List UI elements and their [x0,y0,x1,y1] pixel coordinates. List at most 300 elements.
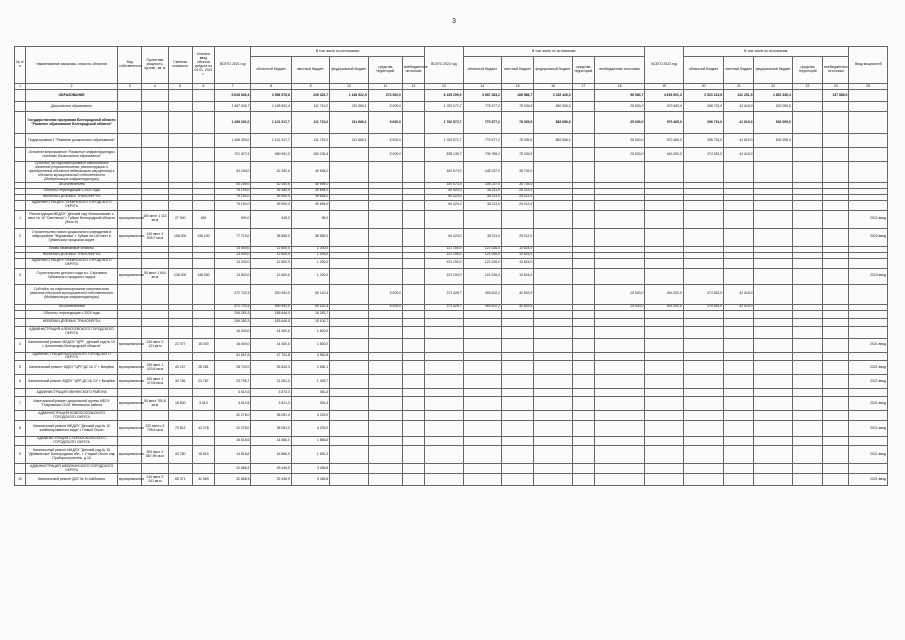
row-value [463,421,501,437]
row-value: 29 446,9 [251,474,291,486]
row-value: 4 653 901,3 [645,90,683,102]
row-attribute: 156 000 [168,228,192,246]
row-value: 1 200,0 [291,268,329,284]
row-number [15,162,26,183]
row-value: 211 666,1 [330,102,368,112]
row-value [534,258,572,268]
row-value: 121 150,0 [425,252,463,258]
row-value [594,326,645,338]
row-value [572,411,594,421]
row-title: АДМИНИСТРАЦИЯ СТАРООСКОЛЬСКОГО ГОРОДСКОГО ОКРУГА [26,437,118,446]
table-row [15,474,888,486]
row-value: 396 731,0 [683,102,723,112]
row-value: 121 026,0 [463,258,501,268]
row-value: 121 026,0 [463,268,501,284]
row-value [792,268,822,284]
row-value [534,210,572,228]
row-attribute [118,134,142,148]
row-value [724,389,754,397]
row-value [402,228,424,246]
row-title: АДМИНИСТРАЦИЯ ИВНЯНСКОГО РАЙОНА [26,389,118,397]
row-value: 14 400,0 [251,338,291,352]
row-value [572,148,594,162]
row-value: 121 150,0 [425,258,463,268]
row-value: 779 577,2 [463,102,501,112]
row-value: 96 583,7 [594,90,645,102]
row-value [402,361,424,375]
row-value [425,446,463,464]
row-attribute: 136 100 [192,228,214,246]
row-commissioning: 2021 ввод [849,421,888,437]
row-attribute [168,411,192,421]
row-value [402,310,424,318]
row-attribute: 40 157 [168,361,192,375]
row-value [501,361,533,375]
row-value [823,318,849,326]
row-value [645,338,683,352]
row-value: 371 428,7 [425,284,463,304]
row-value [645,411,683,421]
row-value [534,446,572,464]
row-title: Капитальный ремонт МАДОУ "Детский сад № 15 "Дюймовочка" Белгородская обл., г. Старый Оскол, мкр Приборостроитель, д.15 [26,446,118,464]
row-value [792,397,822,411]
row-commissioning [849,90,888,102]
row-value: 249 424,7 [291,90,329,102]
table-row [15,437,888,446]
row-value [572,318,594,326]
row-value [792,102,822,112]
row-title: За исключением [26,304,118,310]
row-value [823,437,849,446]
table-row [15,310,888,318]
row-value: 52 160,6 [251,182,291,188]
row-value [792,421,822,437]
row-value: 41 619,0 [724,112,754,134]
row-value [823,268,849,284]
row-value: 181 573,0 [425,182,463,188]
row-commissioning [849,464,888,474]
page-number: 3 [452,18,456,25]
row-value: 25 212,0 [501,194,533,200]
row-value [683,268,723,284]
row-attribute [168,200,192,210]
row-attribute [192,200,214,210]
row-number [15,284,26,304]
row-value [792,318,822,326]
row-attribute [142,326,168,338]
row-value: 181 573,0 [425,162,463,183]
row-attribute [168,326,192,338]
row-value [572,228,594,246]
row-value: 532 095,0 [754,134,792,148]
row-value [754,310,792,318]
row-value [683,326,723,338]
row-value [792,284,822,304]
column-number: 23 [792,84,822,90]
table-row [15,102,888,112]
table-row [15,90,888,102]
row-value: 2 182 426,3 [534,90,572,102]
row-number: 1 [15,210,26,228]
row-value [645,446,683,464]
column-number: 25 [849,84,888,90]
column-number: 7 [215,84,251,90]
header-total-2023: ВСЕГО 2023 год [645,47,683,84]
row-title: АДМИНИСТРАЦИЯ НОВООСКОЛЬСКОГО ГОРОДСКОГО ОКРУГА [26,411,118,421]
row-value [724,326,754,338]
row-value [368,464,402,474]
row-value [792,210,822,228]
row-value [402,134,424,148]
row-title: АДМИНИСТРАЦИЯ ШЕБЕКИНСКОГО ГОРОДСКОГО ОКРУГА [26,464,118,474]
row-commissioning: 2022 ввод [849,228,888,246]
row-value [402,352,424,361]
row-value [594,268,645,284]
row-attribute [168,258,192,268]
row-value [534,375,572,389]
row-value [754,437,792,446]
row-value [683,258,723,268]
row-attribute: 450 [192,210,214,228]
row-attribute [192,352,214,361]
row-title: Реконструкция МБДОУ "Детский сад «Колокольчик» с мест № 10 "Светлячок" г. Губкин Белгородской области (блок А) [26,210,118,228]
row-value: 374 581,0 [683,148,723,162]
row-value: 10 524,0 [501,252,533,258]
row-value [501,389,533,397]
row-value: 5 000,0 [368,134,402,148]
row-attribute: 140 мест 2 945,7 кв.м [142,228,168,246]
row-value: 32 668,3 [215,464,251,474]
row-value [724,464,754,474]
table-row [15,258,888,268]
row-number [15,90,26,102]
header-fed-2023: федеральный бюджет [754,57,792,84]
row-value [368,397,402,411]
row-attribute: 220 место 3 795,8 кв.м [142,421,168,437]
row-value: 41 619,0 [724,102,754,112]
row-attribute [192,284,214,304]
table-row [15,411,888,421]
row-value [823,284,849,304]
row-value: 25 000,0 [594,102,645,112]
row-value: 970 465,0 [645,112,683,134]
row-attribute [118,258,142,268]
row-value [754,389,792,397]
row-value [594,338,645,352]
column-number: 10 [330,84,368,90]
row-value [594,464,645,474]
row-value [501,464,533,474]
row-title: Капитальный ремонт дошкольной группы МБОУ "Покровская СОШ" Ивнянского района [26,397,118,411]
row-value [330,228,368,246]
row-attribute [142,102,168,112]
row-value: 111 719,2 [291,102,329,112]
row-value [754,210,792,228]
header-number: № п/п [15,47,26,84]
row-value: 79 194,0 [215,200,251,210]
row-value [823,310,849,318]
header-mest-2022: местный бюджет [501,57,533,84]
row-attribute [168,318,192,326]
column-number: 16 [534,84,572,90]
row-value: 38 736,0 [501,182,533,188]
row-value [402,112,424,134]
row-value: 12 600,0 [251,268,291,284]
row-value [572,258,594,268]
row-value [823,200,849,210]
row-value [330,200,368,210]
row-value: 16 518,6 [215,437,251,446]
row-title: ОБРАЗОВАНИЕ [26,90,118,102]
header-mest-2021: местный бюджет [291,57,329,84]
row-attribute [192,318,214,326]
row-value: 3 687 263,2 [463,90,501,102]
row-value [594,318,645,326]
row-value [754,474,792,486]
row-value [823,338,849,352]
row-value: 35 211,0 [463,194,501,200]
row-value: 371 428,7 [425,304,463,310]
row-attribute: муниципальная [118,361,142,375]
row-commissioning [849,200,888,210]
row-value [823,411,849,421]
row-value: 1 148 522,9 [330,90,368,102]
row-value [534,268,572,284]
row-value: 701 927,9 [215,148,251,162]
column-number: 12 [402,84,424,90]
row-value [754,338,792,352]
row-value [368,338,402,352]
row-value [645,258,683,268]
row-attribute [168,284,192,304]
row-value [645,228,683,246]
table-row [15,446,888,464]
column-number: 18 [594,84,645,90]
row-commissioning [849,310,888,318]
row-attribute: 16 519 [192,446,214,464]
row-attribute: 27 000 [168,210,192,228]
row-value [402,375,424,389]
row-attribute [142,310,168,318]
row-value: 1 487 036,7 [215,102,251,112]
row-attribute: муниципальная [118,210,142,228]
row-attribute: 160 мест 1 113 кв.м [142,210,168,228]
row-attribute [192,102,214,112]
row-value [425,318,463,326]
row-title: АДМИНИСТРАЦИЯ ГУБКИНСКОГО ГОРОДСКОГО ОКРУГА [26,200,118,210]
row-value [534,338,572,352]
row-value [534,474,572,486]
row-value: 5 628 526,4 [215,90,251,102]
row-attribute [192,162,214,183]
row-value [724,338,754,352]
row-value [823,228,849,246]
row-attribute [192,148,214,162]
row-value: 25 643,0 [251,361,291,375]
row-attribute: 3 613 [192,397,214,411]
row-number: 4 [15,338,26,352]
row-value [823,389,849,397]
row-commissioning: 2021 ввод [849,361,888,375]
row-value [330,397,368,411]
row-attribute [142,352,168,361]
row-attribute [192,112,214,134]
row-value [724,437,754,446]
row-value [463,437,501,446]
row-value [645,464,683,474]
row-value [792,200,822,210]
row-commissioning: 2021 ввод [849,397,888,411]
row-value: 10 524,0 [501,258,533,268]
row-value: 361,3 [291,389,329,397]
row-number [15,389,26,397]
row-value [402,318,424,326]
row-value: 374 581,0 [683,284,723,304]
row-value [330,389,368,397]
row-value [683,162,723,183]
row-value [534,389,572,397]
row-value [645,361,683,375]
row-value: 1 200,0 [291,252,329,258]
column-number: 17 [572,84,594,90]
row-value [683,397,723,411]
row-value: 77 715,0 [215,228,251,246]
row-value [402,200,424,210]
row-value [463,310,501,318]
row-value [463,361,501,375]
row-attribute [118,200,142,210]
row-number: 9 [15,446,26,464]
row-value [823,134,849,148]
row-value [368,375,402,389]
row-value [724,310,754,318]
row-number [15,310,26,318]
row-value [402,148,424,162]
row-value: 121 026,0 [463,252,501,258]
row-value: 1 200,0 [291,246,329,252]
table-row [15,326,888,338]
row-value [594,310,645,318]
row-title: Капитальный ремонт МДОУ "ЦРР-ДС № 2" г. Валуйки [26,361,118,375]
row-commissioning [849,162,888,183]
row-value [330,338,368,352]
row-value: 1 405,7 [291,375,329,389]
table-row [15,268,888,284]
row-value: 148 237,0 [463,182,501,188]
row-value: 40 694,0 [291,162,329,183]
row-number [15,437,26,446]
row-title: НЕВЯЗКИ ЦЕЛЕВЫХ ТРАНСФЕРТЫ [26,194,118,200]
row-value [463,464,501,474]
row-number [15,148,26,162]
row-attribute: 150 мест 1 420,6 кв.м [142,361,168,375]
row-value [572,210,594,228]
row-value: 10 524,0 [501,268,533,284]
row-number: 5 [15,361,26,375]
row-value: 779 577,2 [463,112,501,134]
row-value [594,397,645,411]
table-row [15,421,888,437]
row-number [15,200,26,210]
row-number [15,258,26,268]
row-value [754,200,792,210]
row-value [425,474,463,486]
row-attribute [168,389,192,397]
row-value: 78 339,5 [501,148,533,162]
row-value [572,464,594,474]
row-value: 121 150,0 [425,246,463,252]
row-value [330,284,368,304]
row-value [534,421,572,437]
row-value [463,389,501,397]
row-value: 47 704,8 [251,352,291,361]
row-value: 365 622,2 [463,304,501,310]
row-value [534,437,572,446]
row-value: 1 851 336,4 [754,90,792,102]
row-value: 65 142,4 [291,304,329,310]
row-commissioning [849,134,888,148]
header-total-2022: ВСЕГО 2022 год [425,47,463,84]
row-value [754,397,792,411]
row-value [594,375,645,389]
row-value [683,210,723,228]
row-value [792,258,822,268]
row-value: 416 200,0 [645,148,683,162]
row-value [534,318,572,326]
row-value: 12 600,0 [251,252,291,258]
row-value: 882 656,0 [534,134,572,148]
row-value [501,338,533,352]
row-commissioning [849,352,888,361]
row-value [572,268,594,284]
row-value [594,411,645,421]
row-value [572,361,594,375]
row-value [330,258,368,268]
row-value: 14 000,0 [215,246,251,252]
row-value [724,210,754,228]
row-value [594,228,645,246]
row-title: Капитальный ремонт ДОУ № 5 г.Шебекино [26,474,118,486]
row-value [572,310,594,318]
row-value [425,421,463,437]
row-title: АДМИНИСТРАЦИЯ АЛЕКСЕЕВСКОГО ГОРОДСКОГО ОКРУГА [26,326,118,338]
row-attribute [142,134,168,148]
row-value: 25 212,0 [501,228,533,246]
table-row [15,162,888,183]
column-number: 2 [26,84,118,90]
row-attribute [192,411,214,421]
row-value [330,446,368,464]
row-value [724,397,754,411]
row-attribute [118,162,142,183]
row-attribute [118,411,142,421]
row-title: Субсидии на софинансирование капитальных вложений (строительства, реконструкции и приобретения объектов недвижимого имущества) в объекты муниципальной собственности (Модернизация инфраструктуры) [26,162,118,183]
row-value [402,284,424,304]
column-number: 15 [501,84,533,90]
row-value [402,437,424,446]
row-value: 900,0 [215,210,251,228]
row-value: 1 121 917,7 [251,112,291,134]
row-value [754,148,792,162]
row-value [425,352,463,361]
row-value [368,411,402,421]
row-attribute [118,326,142,338]
row-value: 1 652,3 [291,446,329,464]
row-title: Дошкольное образование [26,102,118,112]
header-mastered: Освоено ввод объекта средств на 01.01. 2021 г. [192,47,214,84]
row-title: АДМИНИСТРАЦИЯ ВАЛУЙСКОГО ГОРОДСКОГО ОКРУГА [26,352,118,361]
row-value: 111 719,2 [291,134,329,148]
